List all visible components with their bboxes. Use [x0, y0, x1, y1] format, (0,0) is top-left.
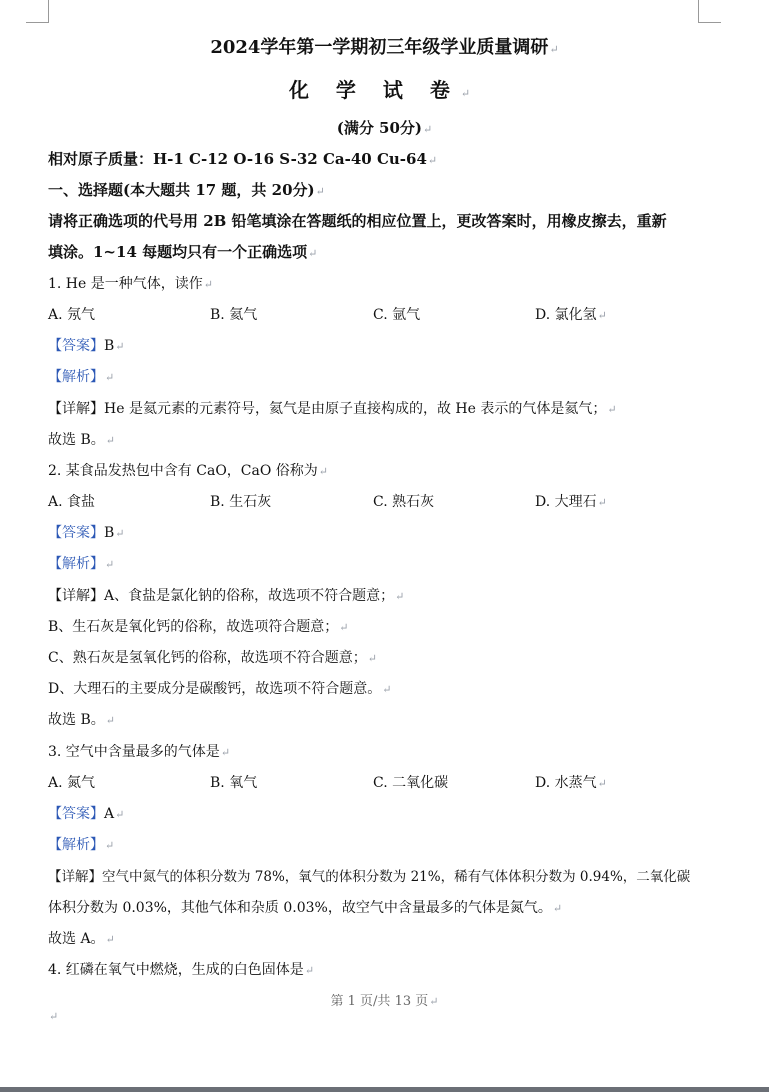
q1-answer: 【答案】B↵	[48, 338, 125, 354]
q3-stem: 3. 空气中含量最多的气体是↵	[48, 744, 231, 760]
q3-analysis: 【解析】↵	[48, 837, 115, 853]
q1-option-c: C. 氩气	[373, 307, 421, 323]
q3-option-a: A. 氮气	[48, 775, 96, 791]
q1-stem: 1. He 是一种气体，读作↵	[48, 276, 213, 292]
q4-stem: 4. 红磷在氧气中燃烧，生成的白色固体是↵	[48, 962, 315, 978]
q2-analysis: 【解析】↵	[48, 556, 115, 572]
q3-option-b: B. 氧气	[210, 775, 258, 791]
q1-option-d: D. 氯化氢↵	[535, 307, 607, 323]
exam-subject: 化 学 试 卷↵	[288, 78, 481, 102]
exam-title: 2024学年第一学期初三年级学业质量调研↵	[210, 37, 559, 58]
q2-detail-c: C、熟石灰是氢氧化钙的俗称，故选项不符合题意；↵	[48, 650, 377, 666]
q1-option-a: A. 氖气	[48, 307, 96, 323]
q1-conclusion: 故选 B。↵	[48, 432, 115, 448]
q2-detail-a: 【详解】A、食盐是氯化钠的俗称，故选项不符合题意；↵	[48, 588, 405, 604]
q2-option-a: A. 食盐	[48, 494, 96, 510]
q3-answer: 【答案】A↵	[48, 806, 125, 822]
full-score: (满分 50分)↵	[336, 119, 433, 137]
q3-conclusion: 故选 A。↵	[48, 931, 115, 947]
q1-detail: 【详解】He 是氦元素的元素符号，氦气是由原子直接构成的，故 He 表示的气体是氦气；↵	[48, 401, 617, 417]
q3-option-c: C. 二氧化碳	[373, 775, 449, 791]
q2-option-b: B. 生石灰	[210, 494, 272, 510]
q2-option-d: D. 大理石↵	[535, 494, 607, 510]
q2-detail-b: B、生石灰是氧化钙的俗称，故选项符合题意；↵	[48, 619, 349, 635]
section-title: 一、选择题(本大题共 17 题，共 20分)↵	[48, 181, 325, 199]
instruction-line-1: 请将正确选项的代号用 2B 铅笔填涂在答题纸的相应位置上，更改答案时，用橡皮擦去，重新	[48, 212, 667, 230]
q2-option-c: C. 熟石灰	[373, 494, 435, 510]
q2-conclusion: 故选 B。↵	[48, 712, 115, 728]
page-footer: 第 1 页/共 13 页↵	[330, 994, 439, 1009]
atomic-mass: 相对原子质量：H-1 C-12 O-16 S-32 Ca-40 Cu-64↵	[48, 150, 438, 168]
q3-detail-line-1: 【详解】空气中氮气的体积分数为 78%，氧气的体积分数为 21%，稀有气体体积分数为 0.94%，二氧化碳	[48, 869, 691, 885]
q3-option-d: D. 水蒸气↵	[535, 775, 607, 791]
trailing-paragraph-mark: ↵	[49, 1010, 59, 1023]
window-bottom-edge	[0, 1087, 769, 1092]
q2-stem: 2. 某食品发热包中含有 CaO，CaO 俗称为↵	[48, 463, 328, 479]
crop-mark-top-right	[698, 0, 721, 23]
q1-option-b: B. 氦气	[210, 307, 258, 323]
crop-mark-top-left	[26, 0, 49, 23]
q1-analysis: 【解析】↵	[48, 369, 115, 385]
q2-detail-d: D、大理石的主要成分是碳酸钙，故选项不符合题意。↵	[48, 681, 392, 697]
q3-detail-line-2: 体积分数为 0.03%，其他气体和杂质 0.03%，故空气中含量最多的气体是氮气。↵	[48, 900, 563, 916]
instruction-line-2: 填涂。1~14 每题均只有一个正确选项↵	[48, 243, 318, 261]
q2-answer: 【答案】B↵	[48, 525, 125, 541]
